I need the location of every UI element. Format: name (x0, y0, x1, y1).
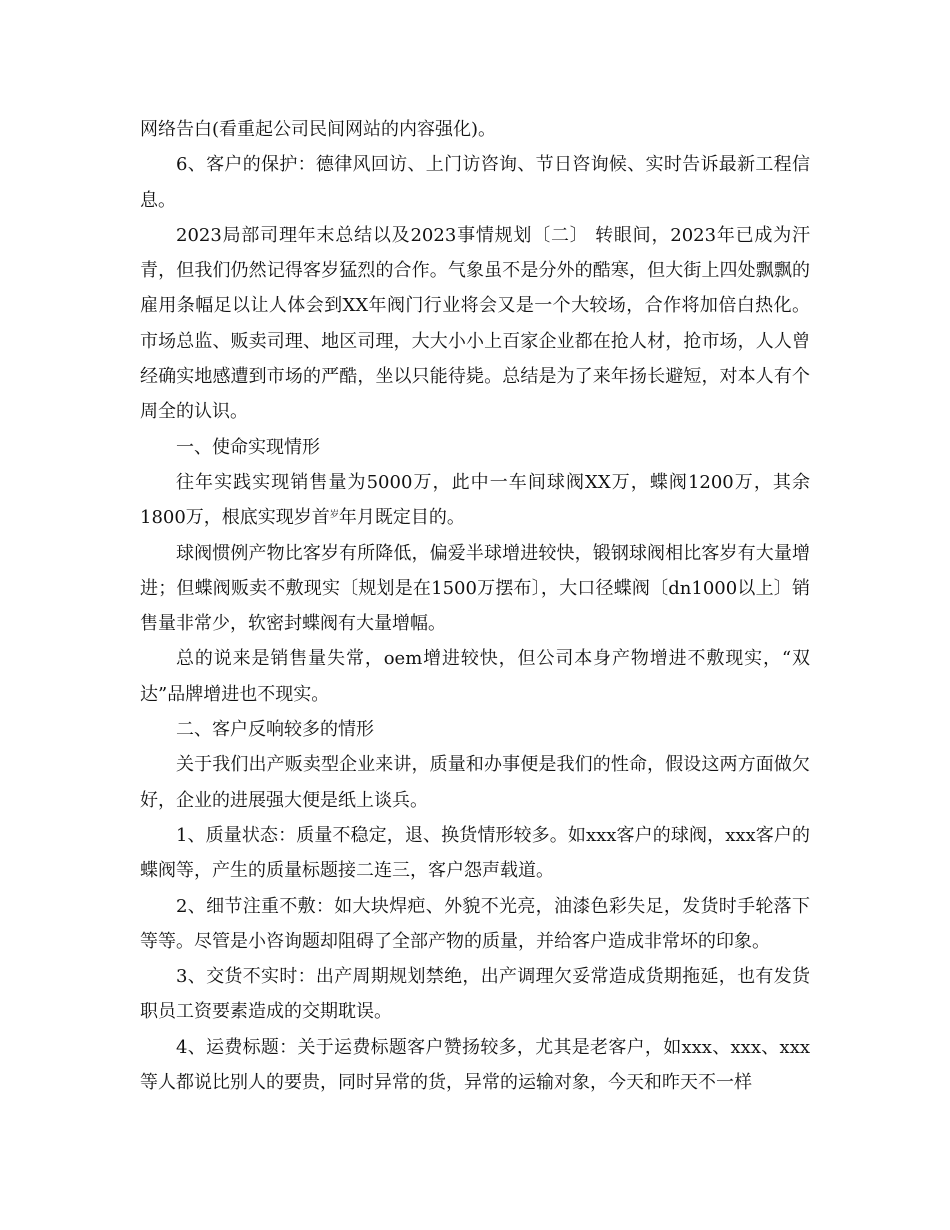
paragraph-4-small-mark: 岁 (329, 510, 339, 521)
paragraph-4-text-after: 年月既定目的。 (338, 507, 465, 529)
list-item-quality: 1、质量状态：质量不稳定，退、换货情形较多。如xxx客户的球阀，xxx客户的蝶阀等，产生的质量标题接二连三，客户怨声载道。 (140, 824, 810, 882)
paragraph-1: 网络告白(看重起公司民间网站的内容强化)。 (140, 119, 497, 140)
paragraph-7: 关于我们出产贩卖型企业来讲，质量和办事便是我们的性命，假设这两方面做欠好，企业的进展强大便是纸上谈兵。 (140, 754, 810, 811)
list-item-details: 2、细节注重不敷：如大块焊疤、外貌不光亮，油漆色彩失足，发货时手轮落下等等。尽管是小咨询题却阻碍了全部产物的质量，并给客户造成非常坏的印象。 (140, 895, 810, 952)
paragraph-3: 2023局部司理年末总结以及2023事情规划〔二〕 转眼间，2023年已成为汗青，但我们仍然记得客岁猛烈的合作。气象虽不是分外的酷寒，但大街上四处飘飘的雇用条幅足以让人体会到XX年阀门行业将会又是一个大较场，合作将加倍白热化。市场总监、贩卖司理、地区司理，大大小小上百家企业都在抢人材，抢市场，人人曾经确实地感遭到市场的严酷，坐以只能待毙。总结是为了来年扬长避短，对本人有个周全的认识。 (140, 224, 810, 423)
section-heading-2: 二、客户反响较多的情形 (176, 719, 374, 741)
paragraph-4-text-before: 往年实践实现销售量为5000万，此中一车间球阀XX万，蝶阀1200万，其余1800万，根底实现岁首 (140, 471, 810, 529)
paragraph-5: 球阀惯例产物比客岁有所降低，偏爱半球增进较快，锻钢球阀相比客岁有大量增进；但蝶阀贩卖不敷现实〔规划是在1500万摆布〕，大口径蝶阀〔dn1000以上〕销售量非常少，软密封蝶阀有大量增幅。 (140, 542, 810, 635)
paragraph-6: 总的说来是销售量失常，oem增进较快，但公司本身产物增进不敷现实，“双达”品牌增进也不现实。 (140, 648, 810, 705)
list-item-delivery: 3、交货不实时：出产周期规划禁绝，出产调理欠妥常造成货期拖延，也有发货职员工资要素造成的交期耽误。 (140, 966, 810, 1023)
document-body (140, 112, 810, 1100)
paragraph-4 (140, 465, 810, 536)
paragraph-2: 6、客户的保护：德律风回访、上门访咨询、节日咨询候、实时告诉最新工程信息。 (140, 154, 810, 211)
list-item-freight: 4、运费标题：关于运费标题客户赞扬较多，尤其是老客户，如xxx、xxx、xxx等人都说比别人的要贵，同时异常的货，异常的运输对象，今天和昨天不一样 (140, 1036, 810, 1094)
section-heading-1: 一、使命实现情形 (176, 436, 320, 458)
